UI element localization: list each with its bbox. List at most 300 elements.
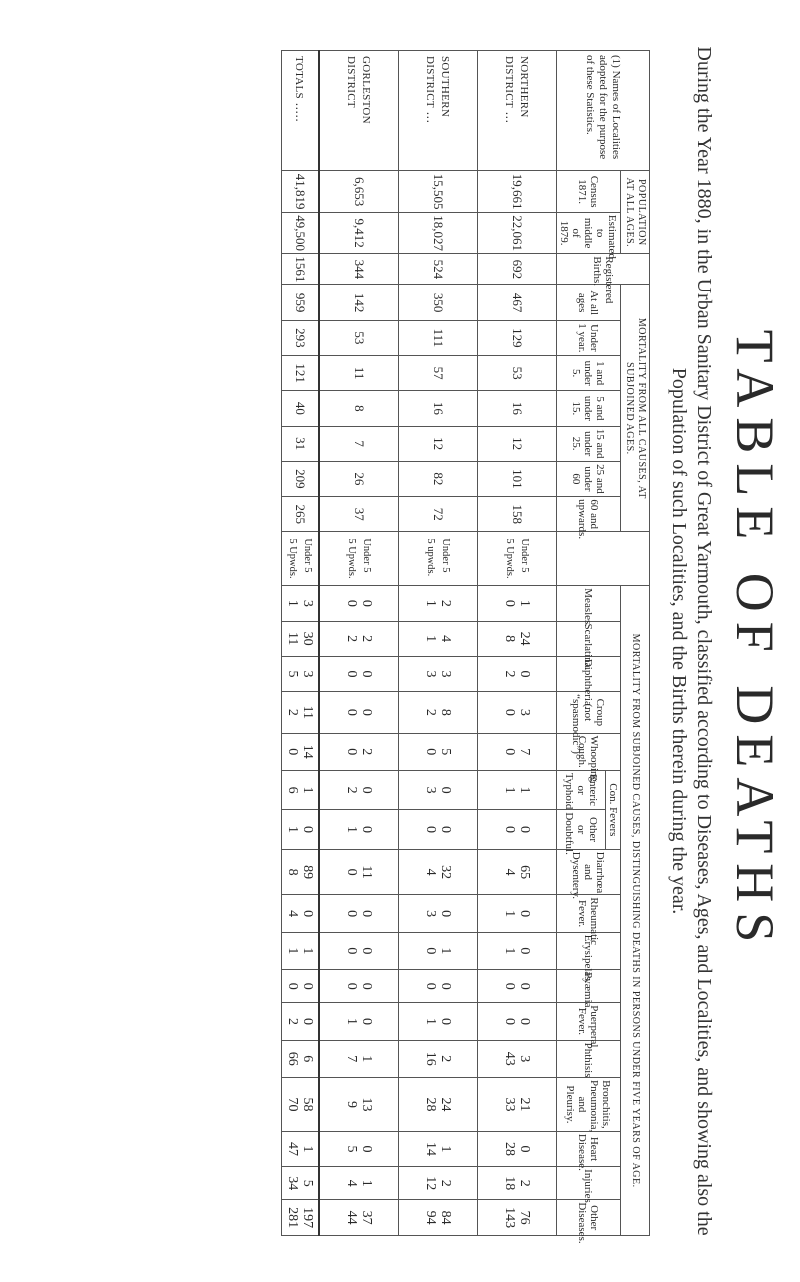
count-under5: 0 <box>300 910 315 918</box>
count-under5: 0 <box>300 1017 315 1025</box>
count-under5: 0 <box>438 786 453 794</box>
count-upwards: 0 <box>423 748 438 756</box>
cause-count-cell <box>478 1077 557 1131</box>
cause-count-cell <box>319 1003 399 1040</box>
count-under5: 0 <box>438 1017 453 1025</box>
age-label-cell <box>282 532 320 586</box>
age-count-cell: 7 <box>319 426 399 461</box>
count-upwards: 281 <box>285 1207 300 1229</box>
count-upwards: 18 <box>502 1176 517 1191</box>
age-count-cell: 8 <box>319 391 399 426</box>
count-under5: 0 <box>517 1145 532 1153</box>
count-upwards: 6 <box>285 786 300 794</box>
cause-count-cell <box>478 1003 557 1040</box>
count-under5: 0 <box>517 982 532 990</box>
count-upwards: 66 <box>285 1051 300 1066</box>
count-under5: 0 <box>359 670 374 678</box>
cause-count-cell <box>399 1003 478 1040</box>
estimated-cell: 9,412 <box>319 212 399 254</box>
cause-count-cell <box>282 932 320 969</box>
estimated-cell: 22,061 <box>478 212 557 254</box>
count-upwards: 33 <box>502 1097 517 1112</box>
count-upwards: 2 <box>285 1017 300 1025</box>
age-label-under5: Under 5 <box>440 538 451 573</box>
count-under5: 0 <box>359 1017 374 1025</box>
age-count-cell: 121 <box>282 356 320 391</box>
count-upwards: 94 <box>423 1210 438 1225</box>
cause-count-cell <box>282 1077 320 1131</box>
count-under5: 0 <box>438 826 453 834</box>
cause-count-cell <box>319 970 399 1003</box>
age-label-upwards: 5 Upwds. <box>287 538 298 579</box>
cause-count-cell <box>319 621 399 656</box>
count-under5: 5 <box>300 1179 315 1187</box>
cause-count-cell <box>478 692 557 734</box>
count-upwards: 28 <box>502 1142 517 1157</box>
cause-count-cell <box>282 1003 320 1040</box>
count-upwards: 1 <box>502 947 517 955</box>
count-upwards: 1 <box>285 826 300 834</box>
cause-count-cell <box>399 656 478 691</box>
age-count-cell: 959 <box>282 285 320 320</box>
cause-count-cell <box>399 1200 478 1236</box>
age-count-cell: 158 <box>478 497 557 532</box>
count-under5: 0 <box>300 982 315 990</box>
cause-count-cell <box>319 1131 399 1166</box>
count-upwards: 0 <box>344 982 359 990</box>
count-upwards: 0 <box>285 748 300 756</box>
count-under5: 11 <box>359 865 374 879</box>
age-label-cell <box>319 532 399 586</box>
count-upwards: 44 <box>344 1210 359 1225</box>
cause-count-cell <box>282 1167 320 1200</box>
cause-count-cell <box>399 895 478 932</box>
count-upwards: 2 <box>344 786 359 794</box>
count-under5: 1 <box>300 947 315 955</box>
locality-label: SOUTHERN DISTRICT <box>424 56 451 118</box>
count-upwards: 2 <box>344 635 359 643</box>
age-label-under5: Under 5 <box>302 538 313 573</box>
count-upwards: 0 <box>502 708 517 716</box>
census-cell: 19,661 <box>478 171 557 213</box>
cause-count-cell <box>319 849 399 895</box>
cause-count-cell <box>399 932 478 969</box>
cause-count-cell <box>319 1077 399 1131</box>
count-upwards: 28 <box>423 1097 438 1112</box>
age-label-header <box>557 532 650 586</box>
count-under5: 0 <box>359 599 374 607</box>
count-under5: 24 <box>438 1097 453 1112</box>
count-upwards: 9 <box>344 1100 359 1108</box>
cause-count-cell <box>282 849 320 895</box>
count-under5: 2 <box>517 1179 532 1187</box>
population-group-header: POPULATION AT ALL AGES. <box>621 171 650 254</box>
cause-count-cell <box>478 1167 557 1200</box>
count-upwards: 0 <box>344 670 359 678</box>
cause-count-cell <box>478 621 557 656</box>
age-label-upwards: 5 upwds. <box>425 538 436 577</box>
count-under5: 3 <box>300 670 315 678</box>
count-upwards: 1 <box>423 635 438 643</box>
cause-count-cell <box>478 970 557 1003</box>
age-count-cell: 82 <box>399 461 478 496</box>
count-upwards: 14 <box>423 1142 438 1157</box>
count-upwards: 1 <box>502 910 517 918</box>
count-upwards: 0 <box>344 748 359 756</box>
age-count-cell: 12 <box>399 426 478 461</box>
count-under5: 4 <box>438 635 453 643</box>
age-col-header: 60 and upwards. <box>557 497 621 532</box>
page-subtitle: During the Year 1880, in the Urban Sanitary District of Great Yarmouth, classified according to Diseases, Ages, and Localities, and showing also the Population of such Localities, and the Births therein during the year. <box>668 46 715 1236</box>
count-upwards: 4 <box>344 1179 359 1187</box>
count-upwards: 0 <box>344 708 359 716</box>
count-under5: 8 <box>438 708 453 716</box>
cause-count-cell <box>319 1040 399 1077</box>
cause-count-cell <box>478 895 557 932</box>
cause-count-cell <box>282 1200 320 1236</box>
count-upwards: 1 <box>344 826 359 834</box>
locality-label: NORTHERN DISTRICT <box>503 56 530 118</box>
age-col-header: 15 and under 25. <box>557 426 621 461</box>
count-under5: 2 <box>438 1179 453 1187</box>
births-cell: 344 <box>319 254 399 285</box>
table-row <box>282 51 320 1236</box>
table-body <box>282 51 557 1236</box>
cause-count-cell <box>478 656 557 691</box>
count-under5: 1 <box>359 1179 374 1187</box>
age-col-header: Under 1 year. <box>557 320 621 355</box>
cause-count-cell <box>319 586 399 621</box>
age-count-cell: 16 <box>399 391 478 426</box>
count-under5: 0 <box>517 826 532 834</box>
cause-count-cell <box>478 849 557 895</box>
count-under5: 13 <box>359 1097 374 1112</box>
count-upwards: 4 <box>423 868 438 876</box>
cause-count-cell <box>319 656 399 691</box>
count-under5: 1 <box>517 786 532 794</box>
page-title: TABLE OF DEATHS <box>725 329 785 953</box>
count-under5: 24 <box>517 631 532 646</box>
cause-count-cell <box>399 1077 478 1131</box>
count-under5: 58 <box>300 1097 315 1112</box>
locality-suffix: ... <box>424 111 438 124</box>
age-col-header: 5 and under 15. <box>557 391 621 426</box>
count-upwards: 3 <box>423 670 438 678</box>
count-upwards: 2 <box>502 670 517 678</box>
age-count-cell: 57 <box>399 356 478 391</box>
count-under5: 1 <box>438 1145 453 1153</box>
age-col-header: 25 and under 60 <box>557 461 621 496</box>
count-under5: 11 <box>300 705 315 720</box>
count-under5: 0 <box>517 947 532 955</box>
cause-count-cell <box>399 621 478 656</box>
births-header: Registered Births. <box>557 254 650 285</box>
cause-count-cell <box>319 692 399 734</box>
age-count-cell: 129 <box>478 320 557 355</box>
count-upwards: 3 <box>423 786 438 794</box>
cause-col-header: Diarrhœa and Dysentery. <box>557 849 621 895</box>
age-label-under5: Under 5 <box>361 538 372 573</box>
count-upwards: 8 <box>502 635 517 643</box>
cause-col-header: Other Diseases. <box>557 1200 621 1236</box>
count-under5: 2 <box>359 635 374 643</box>
estimated-header: Estimated to middle of 1879. <box>557 212 621 254</box>
age-count-cell: 53 <box>319 320 399 355</box>
cause-col-header: Enteric or Typhoid <box>557 770 606 809</box>
cause-count-cell <box>282 733 320 770</box>
births-cell: 1561 <box>282 254 320 285</box>
count-under5: 14 <box>300 744 315 759</box>
count-under5: 0 <box>438 982 453 990</box>
cause-count-cell <box>282 970 320 1003</box>
cause-count-cell <box>319 770 399 809</box>
count-upwards: 0 <box>502 599 517 607</box>
count-under5: 3 <box>438 670 453 678</box>
count-under5: 0 <box>300 826 315 834</box>
age-label-cell <box>478 532 557 586</box>
count-under5: 7 <box>517 748 532 756</box>
count-under5: 6 <box>300 1055 315 1063</box>
count-under5: 37 <box>359 1210 374 1225</box>
cause-count-cell <box>399 1131 478 1166</box>
count-under5: 3 <box>517 1055 532 1063</box>
count-under5: 0 <box>438 910 453 918</box>
count-under5: 0 <box>517 670 532 678</box>
table-row <box>399 51 478 1236</box>
census-cell: 15,505 <box>399 171 478 213</box>
cause-count-cell <box>282 895 320 932</box>
age-col-header: At all ages <box>557 285 621 320</box>
count-upwards: 3 <box>423 910 438 918</box>
count-upwards: 4 <box>285 910 300 918</box>
cause-count-cell <box>478 1200 557 1236</box>
age-count-cell: 31 <box>282 426 320 461</box>
cause-count-cell <box>319 1200 399 1236</box>
cause-count-cell <box>478 810 557 849</box>
locality-suffix: ..... <box>293 102 308 123</box>
locality-name <box>319 51 399 171</box>
count-upwards: 0 <box>344 910 359 918</box>
count-upwards: 7 <box>344 1055 359 1063</box>
count-under5: 32 <box>438 865 453 880</box>
count-upwards: 1 <box>423 1017 438 1025</box>
age-count-cell: 40 <box>282 391 320 426</box>
cause-count-cell <box>478 733 557 770</box>
count-upwards: 12 <box>423 1176 438 1191</box>
age-label-upwards: 5 Upwds. <box>346 538 357 579</box>
cause-col-header: Bronchitis, Pneumonia, and Pleurisy. <box>557 1077 621 1131</box>
count-upwards: 0 <box>344 599 359 607</box>
cause-count-cell <box>282 1131 320 1166</box>
count-upwards: 0 <box>285 982 300 990</box>
cause-count-cell <box>399 770 478 809</box>
count-upwards: 0 <box>502 982 517 990</box>
count-upwards: 0 <box>502 826 517 834</box>
births-cell: 524 <box>399 254 478 285</box>
cause-count-cell <box>478 586 557 621</box>
count-under5: 2 <box>438 1055 453 1063</box>
deaths-table <box>281 50 650 1244</box>
cause-col-header: Phthisis <box>557 1040 621 1077</box>
mortality-sub-group-header: MORTALITY FROM SUBJOINED CAUSES, DISTINGUISHING DEATHS IN PERSONS UNDER FIVE YEARS OF AGE. <box>621 586 650 1236</box>
age-count-cell: 53 <box>478 356 557 391</box>
cause-count-cell <box>399 849 478 895</box>
cause-count-cell <box>478 1131 557 1166</box>
locality-name <box>282 51 320 171</box>
count-under5: 1 <box>359 1055 374 1063</box>
count-under5: 2 <box>359 748 374 756</box>
cause-count-cell <box>319 1167 399 1200</box>
locality-header: (1) Names of Localities adopted for the purpose of these Statistics. <box>557 51 650 171</box>
count-under5: 0 <box>359 982 374 990</box>
cause-col-header: Diphtheria. <box>557 656 621 691</box>
count-under5: 0 <box>359 947 374 955</box>
age-label-cell <box>399 532 478 586</box>
cause-count-cell <box>399 810 478 849</box>
age-count-cell: 37 <box>319 497 399 532</box>
cause-count-cell <box>399 733 478 770</box>
age-count-cell: 72 <box>399 497 478 532</box>
cause-col-header: Measles. <box>557 586 621 621</box>
count-under5: 0 <box>359 786 374 794</box>
count-upwards: 1 <box>344 1017 359 1025</box>
cause-count-cell <box>282 810 320 849</box>
count-under5: 1 <box>300 786 315 794</box>
count-upwards: 2 <box>285 708 300 716</box>
count-under5: 0 <box>517 910 532 918</box>
count-upwards: 70 <box>285 1097 300 1112</box>
count-upwards: 0 <box>423 982 438 990</box>
cause-col-header: Puerperal Fever. <box>557 1003 621 1040</box>
count-under5: 3 <box>300 599 315 607</box>
count-upwards: 1 <box>502 786 517 794</box>
table-row <box>319 51 399 1236</box>
cause-col-header: Other or Doubtful. <box>557 810 606 849</box>
cause-count-cell <box>319 810 399 849</box>
count-upwards: 5 <box>344 1145 359 1153</box>
cause-col-header: Croup (not “spasmodic”) <box>557 692 621 734</box>
count-under5: 197 <box>300 1207 315 1229</box>
census-cell: 6,653 <box>319 171 399 213</box>
count-upwards: 2 <box>423 708 438 716</box>
age-count-cell: 11 <box>319 356 399 391</box>
cause-col-header: Injuries. <box>557 1167 621 1200</box>
cause-count-cell <box>399 970 478 1003</box>
count-upwards: 1 <box>285 599 300 607</box>
count-under5: 1 <box>300 1145 315 1153</box>
cause-count-cell <box>282 586 320 621</box>
estimated-cell: 18,027 <box>399 212 478 254</box>
count-upwards: 4 <box>502 868 517 876</box>
age-count-cell: 12 <box>478 426 557 461</box>
cause-count-cell <box>399 586 478 621</box>
cause-count-cell <box>282 692 320 734</box>
count-upwards: 0 <box>423 826 438 834</box>
cause-count-cell <box>319 895 399 932</box>
locality-name <box>478 51 557 171</box>
age-count-cell: 101 <box>478 461 557 496</box>
cause-count-cell <box>319 733 399 770</box>
locality-label: TOTALS <box>293 56 306 99</box>
age-count-cell: 293 <box>282 320 320 355</box>
age-count-cell: 142 <box>319 285 399 320</box>
fever-group-header: Con. Fevers <box>606 770 621 849</box>
cause-col-header: Heart Disease. <box>557 1131 621 1166</box>
cause-count-cell <box>399 692 478 734</box>
age-count-cell: 111 <box>399 320 478 355</box>
count-under5: 2 <box>438 599 453 607</box>
count-upwards: 0 <box>502 748 517 756</box>
cause-col-header: Scarlatina. <box>557 621 621 656</box>
count-upwards: 1 <box>423 599 438 607</box>
count-upwards: 43 <box>502 1051 517 1066</box>
count-upwards: 11 <box>285 631 300 646</box>
count-under5: 5 <box>438 748 453 756</box>
mortality-all-group-header: MORTALITY FROM ALL CAUSES, AT SUBJOINED AGES. <box>621 285 650 532</box>
census-header: Census 1871. <box>557 171 621 213</box>
cause-count-cell <box>282 656 320 691</box>
locality-name <box>399 51 478 171</box>
count-under5: 89 <box>300 865 315 880</box>
count-under5: 76 <box>517 1210 532 1225</box>
count-under5: 21 <box>517 1097 532 1112</box>
locality-label: GORLESTON DISTRICT <box>345 56 372 124</box>
cause-col-header: Whooping Cough. <box>557 733 621 770</box>
count-under5: 3 <box>517 708 532 716</box>
count-under5: 0 <box>359 1145 374 1153</box>
cause-col-header: Pyæmia. <box>557 970 621 1003</box>
age-label-upwards: 5 Upwds. <box>504 538 515 579</box>
age-count-cell: 16 <box>478 391 557 426</box>
table-row <box>478 51 557 1236</box>
age-count-cell: 467 <box>478 285 557 320</box>
age-count-cell: 265 <box>282 497 320 532</box>
count-under5: 65 <box>517 865 532 880</box>
count-upwards: 47 <box>285 1142 300 1157</box>
count-under5: 1 <box>517 599 532 607</box>
count-under5: 0 <box>359 826 374 834</box>
count-upwards: 0 <box>423 947 438 955</box>
count-under5: 1 <box>438 947 453 955</box>
count-under5: 0 <box>517 1017 532 1025</box>
age-col-header: 1 and under 5. <box>557 356 621 391</box>
cause-count-cell <box>399 1040 478 1077</box>
census-cell: 41,819 <box>282 171 320 213</box>
cause-count-cell <box>478 1040 557 1077</box>
age-count-cell: 209 <box>282 461 320 496</box>
estimated-cell: 49,500 <box>282 212 320 254</box>
cause-count-cell <box>478 932 557 969</box>
locality-suffix: ... <box>503 111 517 124</box>
count-upwards: 8 <box>285 868 300 876</box>
age-label-under5: Under 5 <box>519 538 530 573</box>
births-cell: 692 <box>478 254 557 285</box>
count-upwards: 1 <box>285 947 300 955</box>
cause-col-header: Rheumatic Fever. <box>557 895 621 932</box>
cause-count-cell <box>282 621 320 656</box>
count-upwards: 5 <box>285 670 300 678</box>
count-under5: 84 <box>438 1210 453 1225</box>
cause-count-cell <box>282 770 320 809</box>
age-count-cell: 26 <box>319 461 399 496</box>
cause-count-cell <box>478 770 557 809</box>
count-upwards: 143 <box>502 1207 517 1229</box>
count-upwards: 34 <box>285 1176 300 1191</box>
count-upwards: 0 <box>502 1017 517 1025</box>
count-under5: 0 <box>359 910 374 918</box>
count-under5: 0 <box>359 708 374 716</box>
count-upwards: 16 <box>423 1051 438 1066</box>
